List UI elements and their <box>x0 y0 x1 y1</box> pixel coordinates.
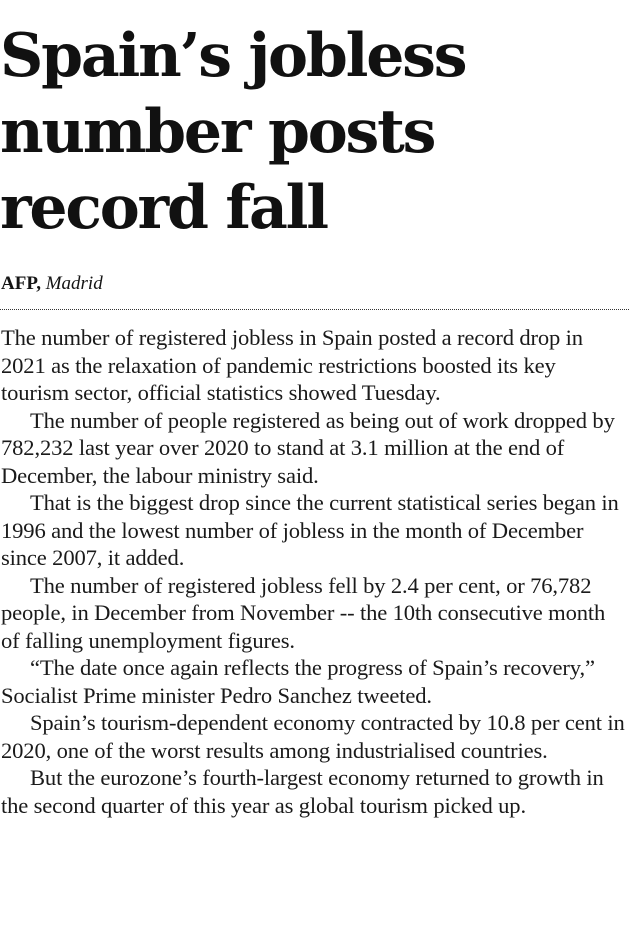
dotted-divider <box>0 309 629 310</box>
paragraph: The number of registered jobless in Spain posted a record drop in 2021 as the relaxation of pandemic restrictions boosted its key tourism sector, official statistics showed Tuesday. <box>1 325 583 405</box>
byline-dateline: Madrid <box>45 273 103 294</box>
paragraph: But the eurozone’s fourth-largest economy returned to growth in the second quarter of this year as global tourism picked up. <box>1 765 604 818</box>
paragraph: “The date once again reflects the progress of Spain’s recovery,” Socialist Prime minister Pedro Sanchez tweeted. <box>1 655 595 708</box>
headline: Spain’s jobless number posts record fall <box>0 21 466 243</box>
byline-agency: AFP, <box>1 273 41 294</box>
article-body <box>1 324 629 819</box>
byline <box>1 271 103 297</box>
paragraph: The number of people registered as being out of work dropped by 782,232 last year over 2020 to stand at 3.1 million at the end of December, the labour ministry said. <box>1 407 615 488</box>
paragraph: The number of registered jobless fell by 2.4 per cent, or 76,782 people, in December from November -- the 10th consecutive month of falling unemployment figures. <box>1 572 606 653</box>
paragraph: Spain’s tourism-dependent economy contracted by 10.8 per cent in 2020, one of the worst results among industrialised countries. <box>1 710 625 763</box>
paragraph: That is the biggest drop since the current statistical series began in 1996 and the lowest number of jobless in the month of December since 2007, it added. <box>1 490 619 570</box>
